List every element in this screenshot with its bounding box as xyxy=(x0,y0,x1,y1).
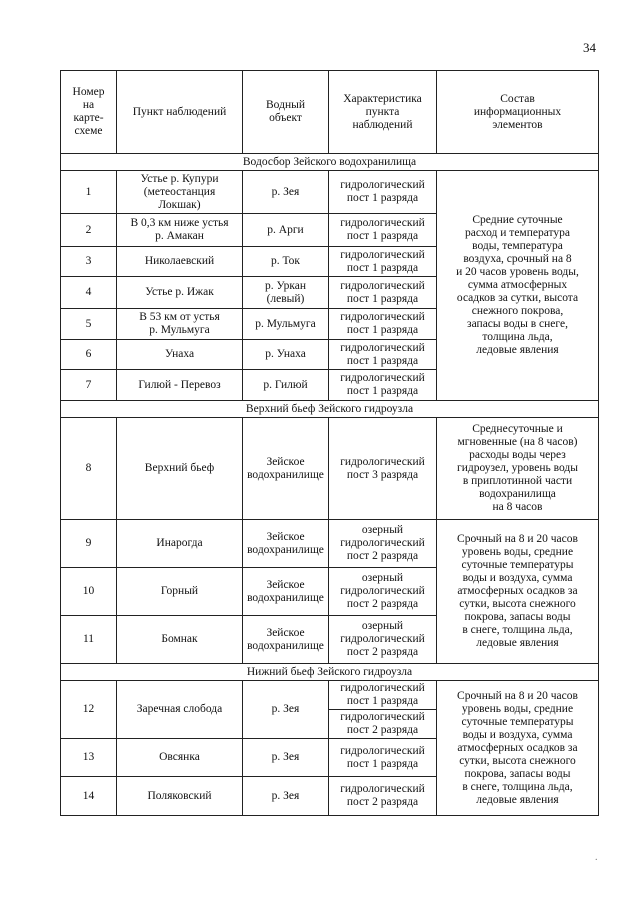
table-cell: 8 xyxy=(61,418,117,520)
table-cell: гидрологический пост 1 разряда xyxy=(329,370,437,401)
table-cell: Зейское водохранилище xyxy=(243,418,329,520)
table-cell: 9 xyxy=(61,520,117,568)
table-cell: р. Зея xyxy=(243,171,329,214)
observation-points-table xyxy=(60,70,599,816)
page-number: 34 xyxy=(583,40,596,55)
table-cell: Николаевский xyxy=(117,247,243,277)
table-cell: гидрологический пост 1 разряда xyxy=(329,247,437,277)
table-cell: Бомнак xyxy=(117,616,243,664)
table-cell: 5 xyxy=(61,309,117,340)
table-cell: 1 xyxy=(61,171,117,214)
table-cell: гидрологический пост 2 разряда xyxy=(329,710,437,739)
table-cell: Унаха xyxy=(117,340,243,370)
table-cell: озерный гидрологический пост 2 разряда xyxy=(329,616,437,664)
table-cell: 2 xyxy=(61,214,117,247)
table-cell: Верхний бьеф Зейского гидроузла xyxy=(61,401,599,418)
table-cell: р. Унаха xyxy=(243,340,329,370)
table-cell: гидрологический пост 1 разряда xyxy=(329,309,437,340)
table-cell: Поляковский xyxy=(117,777,243,816)
table-cell: Инарогда xyxy=(117,520,243,568)
table-cell: 3 xyxy=(61,247,117,277)
header-obj: Водный объект xyxy=(243,71,329,154)
table-cell: Водосбор Зейского водохранилища xyxy=(61,154,599,171)
table-cell: Устье р. Ижак xyxy=(117,277,243,309)
table-cell: р. Арги xyxy=(243,214,329,247)
table-cell: р. Гилюй xyxy=(243,370,329,401)
table-cell: 7 xyxy=(61,370,117,401)
header-sost: Состав информационных элементов xyxy=(437,71,599,154)
header-num: Номер на карте- схеме xyxy=(61,71,117,154)
table-cell: 14 xyxy=(61,777,117,816)
table-header-row xyxy=(61,71,599,154)
table-cell: 4 xyxy=(61,277,117,309)
table-cell: В 0,3 км ниже устья р. Амакан xyxy=(117,214,243,247)
table-cell: р. Зея xyxy=(243,681,329,739)
table-cell: 10 xyxy=(61,568,117,616)
section-row xyxy=(61,154,599,171)
sostav-cell: Среднесуточные и мгновенные (на 8 часов) расходы воды через гидроузел, уровень воды в приплотинной части водохранилища на 8 часов xyxy=(437,418,599,520)
table-cell: гидрологический пост 1 разряда xyxy=(329,681,437,710)
table-cell: Овсянка xyxy=(117,739,243,777)
section-row xyxy=(61,664,599,681)
table-row xyxy=(61,520,599,568)
table-cell: р. Ток xyxy=(243,247,329,277)
table-cell: р. Зея xyxy=(243,739,329,777)
table-cell: В 53 км от устья р. Мульмуга xyxy=(117,309,243,340)
table-cell: 6 xyxy=(61,340,117,370)
table-cell: 11 xyxy=(61,616,117,664)
table-cell: Верхний бьеф xyxy=(117,418,243,520)
sostav-cell: Средние суточные расход и температура воды, температура воздуха, срочный на 8 и 20 часов уровень воды, сумма атмосферных осадков за сутки, высота снежного покрова, запасы воды в снеге, толщина льда, ледовые явления xyxy=(437,171,599,401)
table-cell: 12 xyxy=(61,681,117,739)
table-cell: озерный гидрологический пост 2 разряда xyxy=(329,520,437,568)
table-cell: Устье р. Купури (метеостанция Локшак) xyxy=(117,171,243,214)
table-cell: Зейское водохранилище xyxy=(243,568,329,616)
sostav-cell: Срочный на 8 и 20 часов уровень воды, средние суточные температуры воды и воздуха, сумма атмосферных осадков за сутки, высота снежного покрова, запасы воды в снеге, толщина льда, ледовые явления xyxy=(437,681,599,816)
table-cell: гидрологический пост 3 разряда xyxy=(329,418,437,520)
table-cell: гидрологический пост 1 разряда xyxy=(329,171,437,214)
margin-mark: . xyxy=(595,852,598,863)
table-cell: р. Зея xyxy=(243,777,329,816)
table-cell: р. Мульмуга xyxy=(243,309,329,340)
header-punkt: Пункт наблюдений xyxy=(117,71,243,154)
table-cell: р. Уркан (левый) xyxy=(243,277,329,309)
table-row xyxy=(61,418,599,520)
table-cell: гидрологический пост 2 разряда xyxy=(329,777,437,816)
section-row xyxy=(61,401,599,418)
table-row xyxy=(61,171,599,214)
table-cell: гидрологический пост 1 разряда xyxy=(329,739,437,777)
table-cell: Нижний бьеф Зейского гидроузла xyxy=(61,664,599,681)
table-row xyxy=(61,681,599,710)
sostav-cell: Срочный на 8 и 20 часов уровень воды, средние суточные температуры воды и воздуха, сумма атмосферных осадков за сутки, высота снежного покрова, запасы воды в снеге, толщина льда, ледовые явления xyxy=(437,520,599,664)
table-cell: гидрологический пост 1 разряда xyxy=(329,340,437,370)
header-har: Характеристика пункта наблюдений xyxy=(329,71,437,154)
table-cell: Зейское водохранилище xyxy=(243,520,329,568)
table-cell: Заречная слобода xyxy=(117,681,243,739)
table-cell: Зейское водохранилище xyxy=(243,616,329,664)
table-cell: гидрологический пост 1 разряда xyxy=(329,214,437,247)
table-cell: Горный xyxy=(117,568,243,616)
table-cell: гидрологический пост 1 разряда xyxy=(329,277,437,309)
table-cell: озерный гидрологический пост 2 разряда xyxy=(329,568,437,616)
table-cell: Гилюй - Перевоз xyxy=(117,370,243,401)
table-cell: 13 xyxy=(61,739,117,777)
